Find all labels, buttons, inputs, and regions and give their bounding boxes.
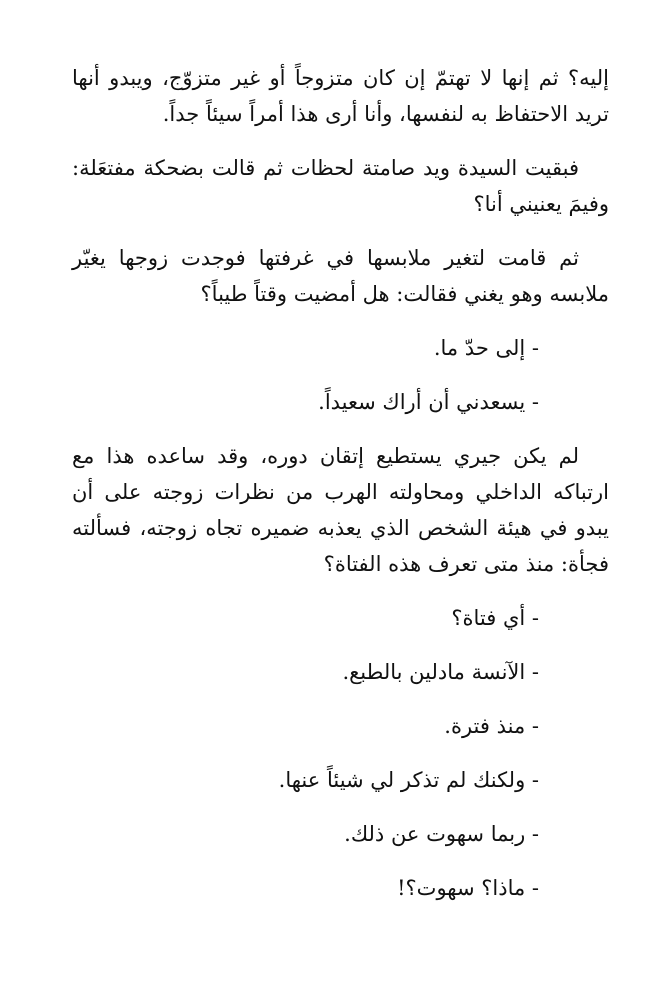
book-page xyxy=(72,60,609,924)
dialogue-line: - ولكنك لم تذكر لي شيئاً عنها. xyxy=(278,768,539,792)
dialogue-line: - يسعدني أن أراك سعيداً. xyxy=(318,390,539,414)
paragraph: ثم قامت لتغير ملابسها في غرفتها فوجدت زوجها يغيّر ملابسه وهو يغني فقالت: هل أمضيت وقتاً طيباً؟ xyxy=(72,246,609,306)
dialogue-line: - ماذا؟ سهوت؟! xyxy=(397,876,539,900)
dialogue-line: - أي فتاة؟ xyxy=(451,606,539,630)
dialogue-line: - إلى حدّ ما. xyxy=(433,336,539,360)
dialogue-line: - ربما سهوت عن ذلك. xyxy=(344,822,539,846)
dialogue-line: - منذ فترة. xyxy=(444,714,539,738)
dialogue-line: - الآنسة مادلين بالطبع. xyxy=(342,660,539,684)
paragraph: إليه؟ ثم إنها لا تهتمّ إن كان متزوجاً أو غير متزوّج، ويبدو أنها تريد الاحتفاظ به لنفسها، وأنا أرى هذا أمراً سيئاً جداً. xyxy=(72,66,609,126)
paragraph: فبقيت السيدة ويد صامتة لحظات ثم قالت بضحكة مفتعَلة: وفيمَ يعنيني أنا؟ xyxy=(72,156,609,216)
paragraph: لم يكن جيري يستطيع إتقان دوره، وقد ساعده هذا مع ارتباكه الداخلي ومحاولته الهرب من نظرات زوجته على أن يبدو في هيئة الشخص الذي يعذبه ضميره تجاه زوجته، فسألته فجأة: منذ متى تعرف هذه الفتاة؟ xyxy=(72,444,609,576)
